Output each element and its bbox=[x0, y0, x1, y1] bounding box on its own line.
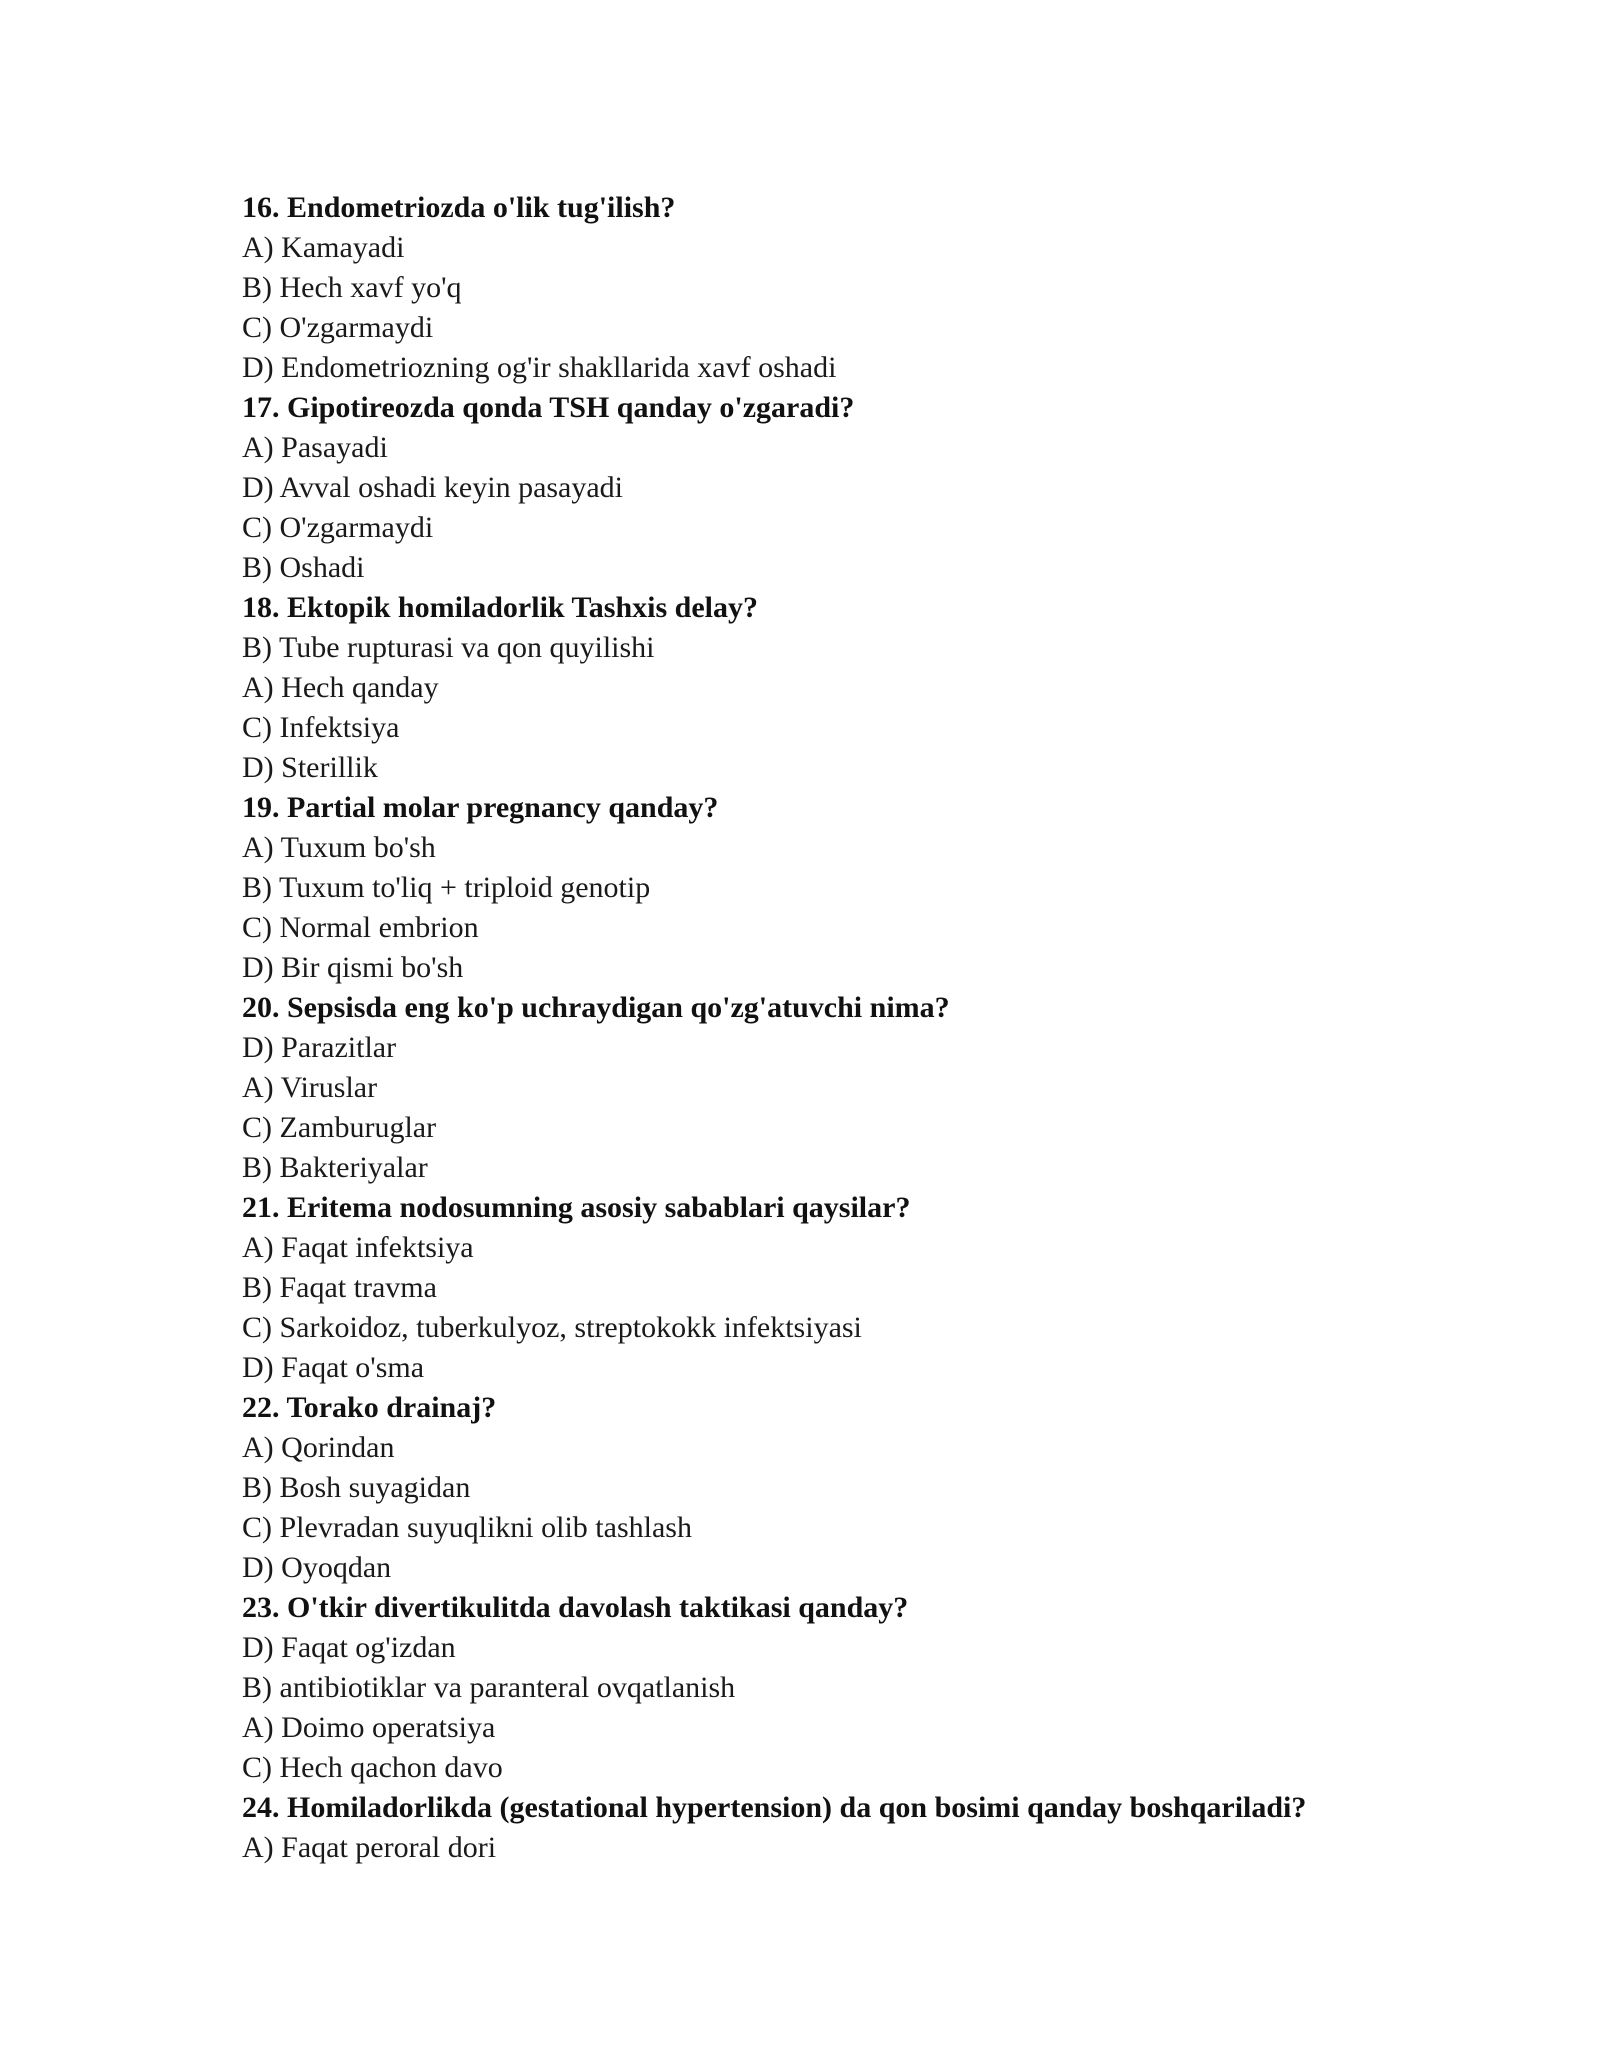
answer-option: A) Kamayadi bbox=[242, 231, 405, 264]
answer-option: C) Plevradan suyuqlikni olib tashlash bbox=[242, 1511, 692, 1544]
answer-option: D) Faqat og'izdan bbox=[242, 1631, 456, 1664]
question-24 bbox=[242, 1788, 1542, 1868]
answer-option: D) Parazitlar bbox=[242, 1031, 397, 1064]
answer-option: A) Viruslar bbox=[242, 1071, 378, 1104]
question-title: 22. Torako drainaj? bbox=[242, 1391, 497, 1424]
answer-option: B) Tube rupturasi va qon quyilishi bbox=[242, 631, 655, 664]
answer-option: A) Doimo operatsiya bbox=[242, 1711, 496, 1744]
answer-option: C) Infektsiya bbox=[242, 711, 400, 744]
answer-option: C) Sarkoidoz, tuberkulyoz, streptokokk infektsiyasi bbox=[242, 1311, 862, 1344]
answer-option: C) O'zgarmaydi bbox=[242, 311, 434, 344]
answer-option: A) Pasayadi bbox=[242, 431, 388, 464]
answer-option: A) Hech qanday bbox=[242, 671, 439, 704]
answer-option: D) Faqat o'sma bbox=[242, 1351, 425, 1384]
answer-option: A) Faqat infektsiya bbox=[242, 1231, 474, 1264]
answer-option: C) Hech qachon davo bbox=[242, 1751, 503, 1784]
answer-option: A) Faqat peroral dori bbox=[242, 1831, 497, 1864]
question-19 bbox=[242, 788, 1542, 988]
answer-option: D) Bir qismi bo'sh bbox=[242, 951, 464, 984]
answer-option: A) Tuxum bo'sh bbox=[242, 831, 436, 864]
question-20 bbox=[242, 988, 1542, 1188]
answer-option: B) Bakteriyalar bbox=[242, 1151, 428, 1184]
answer-option: B) Hech xavf yo'q bbox=[242, 271, 462, 304]
answer-option: C) Zamburuglar bbox=[242, 1111, 437, 1144]
question-title: 19. Partial molar pregnancy qanday? bbox=[242, 791, 719, 824]
question-list bbox=[242, 188, 1542, 1868]
question-title: 23. O'tkir divertikulitda davolash taktikasi qanday? bbox=[242, 1591, 909, 1624]
answer-option: B) Oshadi bbox=[242, 551, 365, 584]
question-16 bbox=[242, 188, 1542, 388]
question-23 bbox=[242, 1588, 1542, 1788]
question-title: 17. Gipotireozda qonda TSH qanday o'zgaradi? bbox=[242, 391, 855, 424]
question-title: 16. Endometriozda o'lik tug'ilish? bbox=[242, 191, 676, 224]
answer-option: D) Oyoqdan bbox=[242, 1551, 392, 1584]
question-21 bbox=[242, 1188, 1542, 1388]
question-22 bbox=[242, 1388, 1542, 1588]
question-17 bbox=[242, 388, 1542, 588]
answer-option: D) Sterillik bbox=[242, 751, 378, 784]
answer-option: B) Bosh suyagidan bbox=[242, 1471, 471, 1504]
answer-option: C) Normal embrion bbox=[242, 911, 479, 944]
question-title: 20. Sepsisda eng ko'p uchraydigan qo'zg'atuvchi nima? bbox=[242, 991, 950, 1024]
answer-option: D) Avval oshadi keyin pasayadi bbox=[242, 471, 624, 504]
question-title: 21. Eritema nodosumning asosiy sabablari qaysilar? bbox=[242, 1191, 911, 1224]
answer-option: B) Tuxum to'liq + triploid genotip bbox=[242, 871, 651, 904]
question-title: 18. Ektopik homiladorlik Tashxis delay? bbox=[242, 591, 759, 624]
answer-option: B) Faqat travma bbox=[242, 1271, 437, 1304]
question-18 bbox=[242, 588, 1542, 788]
answer-option: B) antibiotiklar va paranteral ovqatlanish bbox=[242, 1671, 736, 1704]
question-title: 24. Homiladorlikda (gestational hypertension) da qon bosimi qanday boshqariladi? bbox=[242, 1791, 1307, 1824]
answer-option: D) Endometriozning og'ir shakllarida xavf oshadi bbox=[242, 351, 837, 384]
answer-option: A) Qorindan bbox=[242, 1431, 395, 1464]
answer-option: C) O'zgarmaydi bbox=[242, 511, 434, 544]
